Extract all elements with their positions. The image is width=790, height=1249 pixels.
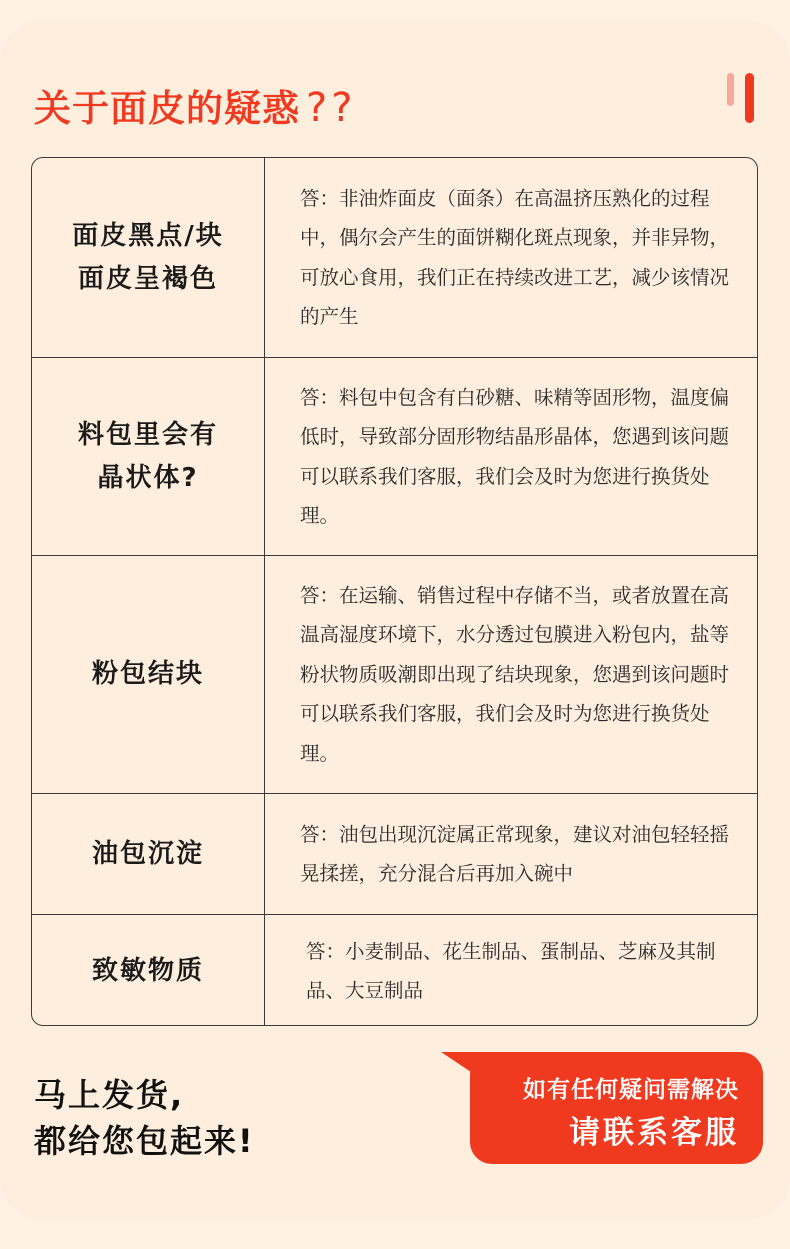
page-title	[34, 78, 356, 132]
faq-row	[32, 555, 757, 793]
footer-slogan-line1: 马上发货,	[34, 1076, 185, 1114]
faq-question: 粉包结块	[32, 556, 265, 793]
decoration-bar-light	[727, 73, 734, 106]
faq-row	[32, 793, 757, 914]
faq-answer	[300, 794, 733, 914]
faq-answer-text: 答：在运输、销售过程中存储不当，或者放置在高温高湿度环境下，水分透过包膜进入粉包内，盐等粉状物质吸潮即出现了结块现象，您遇到该问题时可以联系我们客服，我们会及时为您进行换货处理。	[300, 583, 730, 765]
faq-answer-text: 答：料包中包含有白砂糖、味精等固形物，温度偏低时，导致部分固形物结晶形晶体，您遇到该问题可以联系我们客服，我们会及时为您进行换货处理。	[300, 385, 730, 527]
decoration-bar	[745, 73, 754, 123]
badge-line1: 如有任何疑问需解决	[523, 1077, 739, 1103]
faq-table	[31, 157, 758, 1026]
faq-question: 油包沉淀	[32, 794, 265, 914]
faq-row	[32, 158, 757, 357]
faq-answer-text: 答：非油炸面皮（面条）在高温挤压熟化的过程中，偶尔会产生的面饼糊化斑点现象，并非异物，可放心食用，我们正在持续改进工艺，减少该情况的产生	[300, 186, 730, 328]
faq-question: 料包里会有 晶状体?	[32, 358, 265, 555]
faq-row	[32, 914, 757, 1026]
faq-question: 致敏物质	[32, 915, 265, 1026]
badge-line2: 请联系客服	[569, 1115, 739, 1151]
faq-answer	[306, 915, 733, 1026]
title-question-marks: ??	[306, 85, 357, 131]
page-title-text: 关于面皮的疑惑	[34, 87, 300, 130]
faq-question: 面皮黑点/块 面皮呈褐色	[32, 158, 265, 357]
faq-answer	[300, 158, 733, 357]
faq-answer-text: 答：小麦制品、花生制品、蛋制品、芝麻及其制品、大豆制品	[306, 939, 716, 1002]
contact-service-badge[interactable]	[470, 1052, 763, 1164]
faq-row	[32, 357, 757, 555]
footer-slogan	[34, 1072, 255, 1164]
footer-slogan-line2: 都给您包起来!	[34, 1122, 255, 1160]
faq-answer	[300, 556, 733, 793]
faq-answer	[300, 358, 733, 555]
faq-answer-text: 答：油包出现沉淀属正常现象，建议对油包轻轻摇晃揉搓，充分混合后再加入碗中	[300, 822, 730, 885]
